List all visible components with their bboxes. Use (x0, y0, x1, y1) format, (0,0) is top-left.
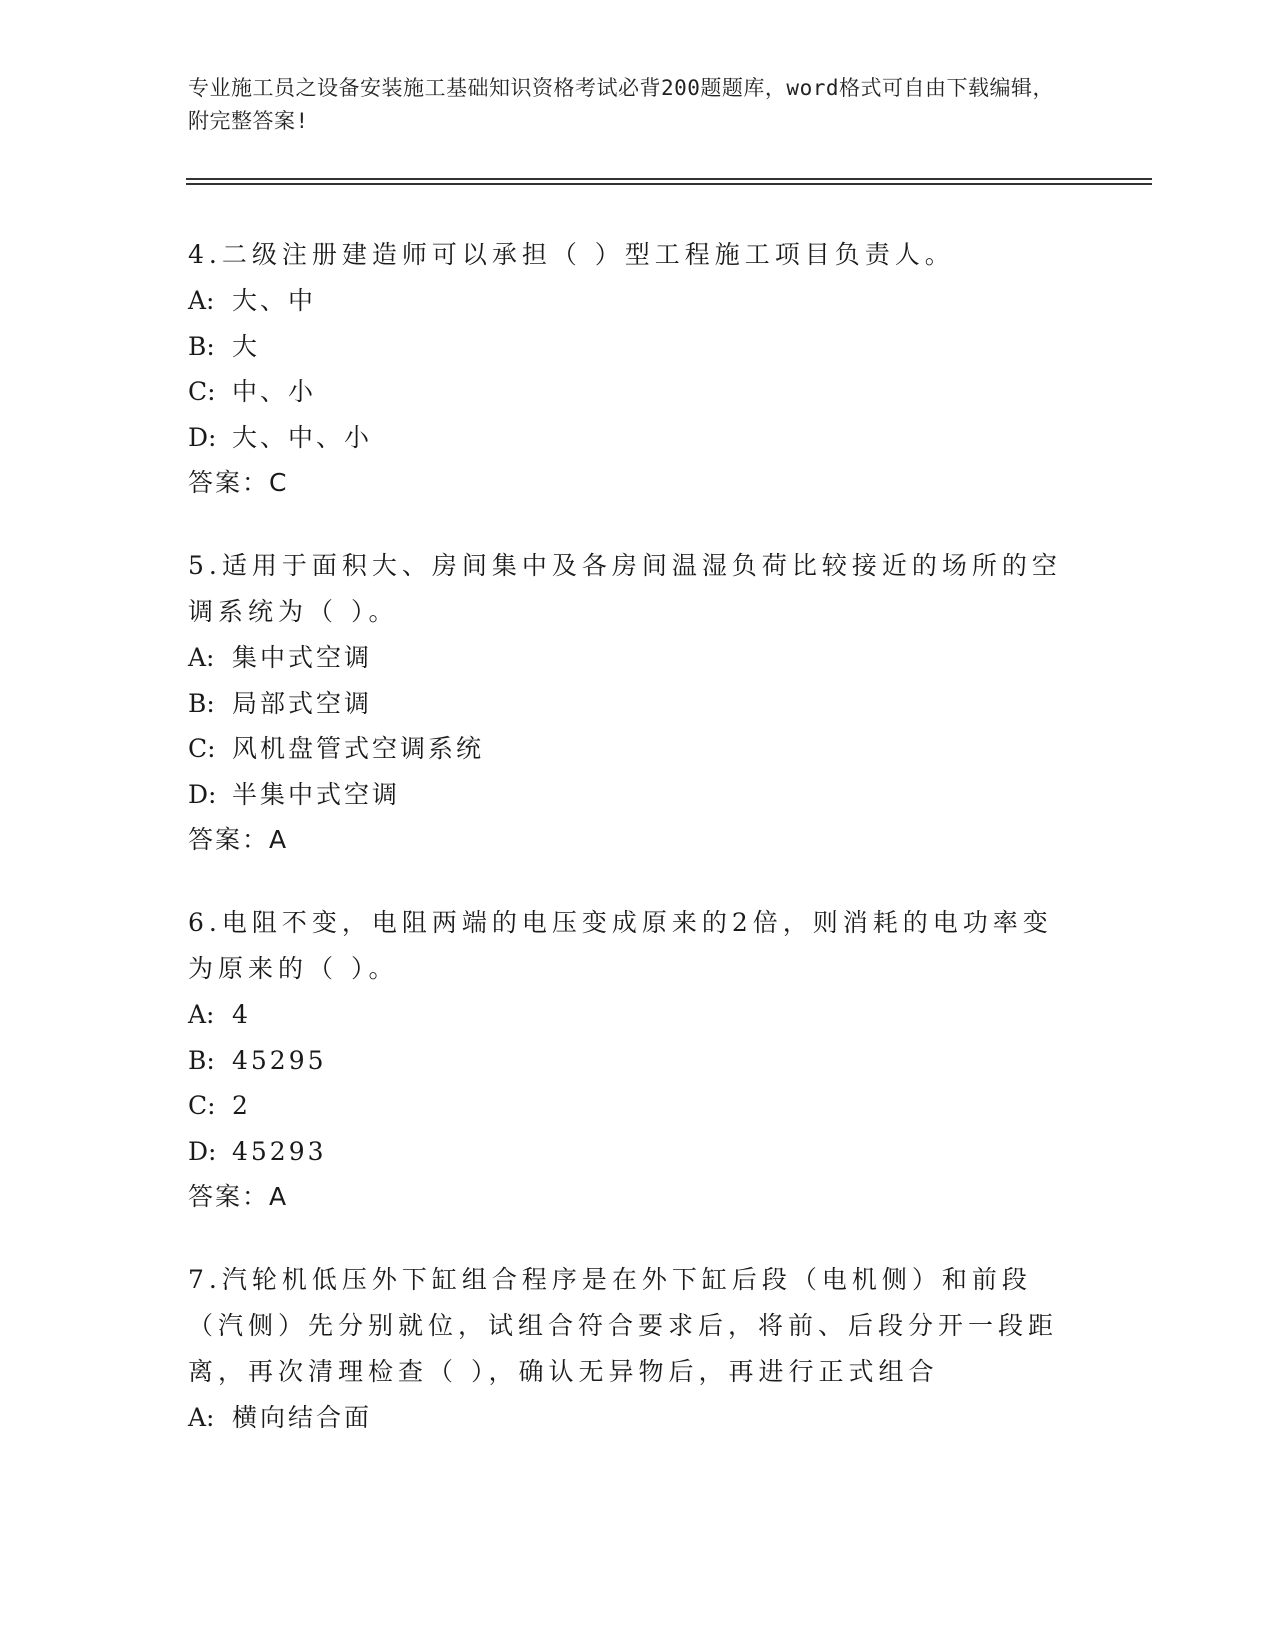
option-text: 4 (232, 1000, 251, 1029)
question-stem: 4.二级注册建造师可以承担（ ）型工程施工项目负责人。 (188, 240, 955, 269)
option-letter: A: (188, 1000, 215, 1029)
question-stem: 5.适用于面积大、房间集中及各房间温湿负荷比较接近的场所的空调系统为（ ）。 (188, 551, 1062, 626)
option-d (188, 1129, 1068, 1175)
option-text: 中、小 (232, 377, 317, 406)
option-letter: A: (188, 286, 215, 315)
option-letter: A: (188, 643, 215, 672)
option-c (188, 726, 1068, 772)
question-stem: 7.汽轮机低压外下缸组合程序是在外下缸后段（电机侧）和前段（汽侧）先分别就位，试组合符合要求后，将前、后段分开一段距离，再次清理检查（ ），确认无异物后，再进行正式组合 (188, 1265, 1059, 1386)
option-b (188, 1038, 1068, 1084)
question-7 (188, 1257, 1068, 1441)
option-text: 局部式空调 (232, 688, 373, 718)
option-b (188, 681, 1068, 727)
answer-line: 答案：C (188, 468, 289, 497)
option-letter: C: (188, 1091, 216, 1120)
option-a (188, 635, 1068, 681)
header-divider-top (186, 178, 1152, 180)
option-letter: A: (188, 1403, 215, 1432)
option-letter: B: (188, 1045, 215, 1075)
document-header: 专业施工员之设备安装施工基础知识资格考试必背200题题库，word格式可自由下载编辑，附完整答案! (188, 76, 1054, 133)
option-a (188, 278, 1068, 324)
option-c (188, 1083, 1068, 1129)
option-text: 横向结合面 (232, 1403, 373, 1432)
option-text: 大、中、小 (232, 422, 373, 452)
option-text: 45295 (232, 1045, 327, 1075)
option-letter: C: (188, 734, 216, 763)
option-letter: D: (188, 1136, 217, 1166)
option-a (188, 992, 1068, 1038)
option-text: 大 (232, 331, 261, 361)
option-b (188, 324, 1068, 370)
answer-line: 答案：A (188, 825, 289, 854)
answer-line: 答案：A (188, 1182, 289, 1211)
option-text: 半集中式空调 (232, 779, 401, 809)
option-text: 集中式空调 (232, 643, 373, 672)
option-letter: D: (188, 779, 217, 809)
option-text: 2 (232, 1091, 251, 1120)
question-4 (188, 232, 1068, 506)
option-c (188, 369, 1068, 415)
option-text: 风机盘管式空调系统 (232, 734, 485, 763)
option-letter: D: (188, 422, 217, 452)
question-list (188, 232, 1068, 1478)
option-d (188, 415, 1068, 461)
question-5 (188, 543, 1068, 863)
option-letter: B: (188, 331, 215, 361)
option-letter: C: (188, 377, 216, 406)
option-d (188, 772, 1068, 818)
option-text: 45293 (232, 1136, 327, 1166)
question-stem: 6.电阻不变，电阻两端的电压变成原来的2倍，则消耗的电功率变为原来的（ ）。 (188, 908, 1053, 983)
option-a (188, 1395, 1068, 1441)
option-text: 大、中 (232, 286, 317, 315)
option-letter: B: (188, 688, 215, 718)
question-6 (188, 900, 1068, 1220)
header-divider-bottom (186, 183, 1152, 185)
